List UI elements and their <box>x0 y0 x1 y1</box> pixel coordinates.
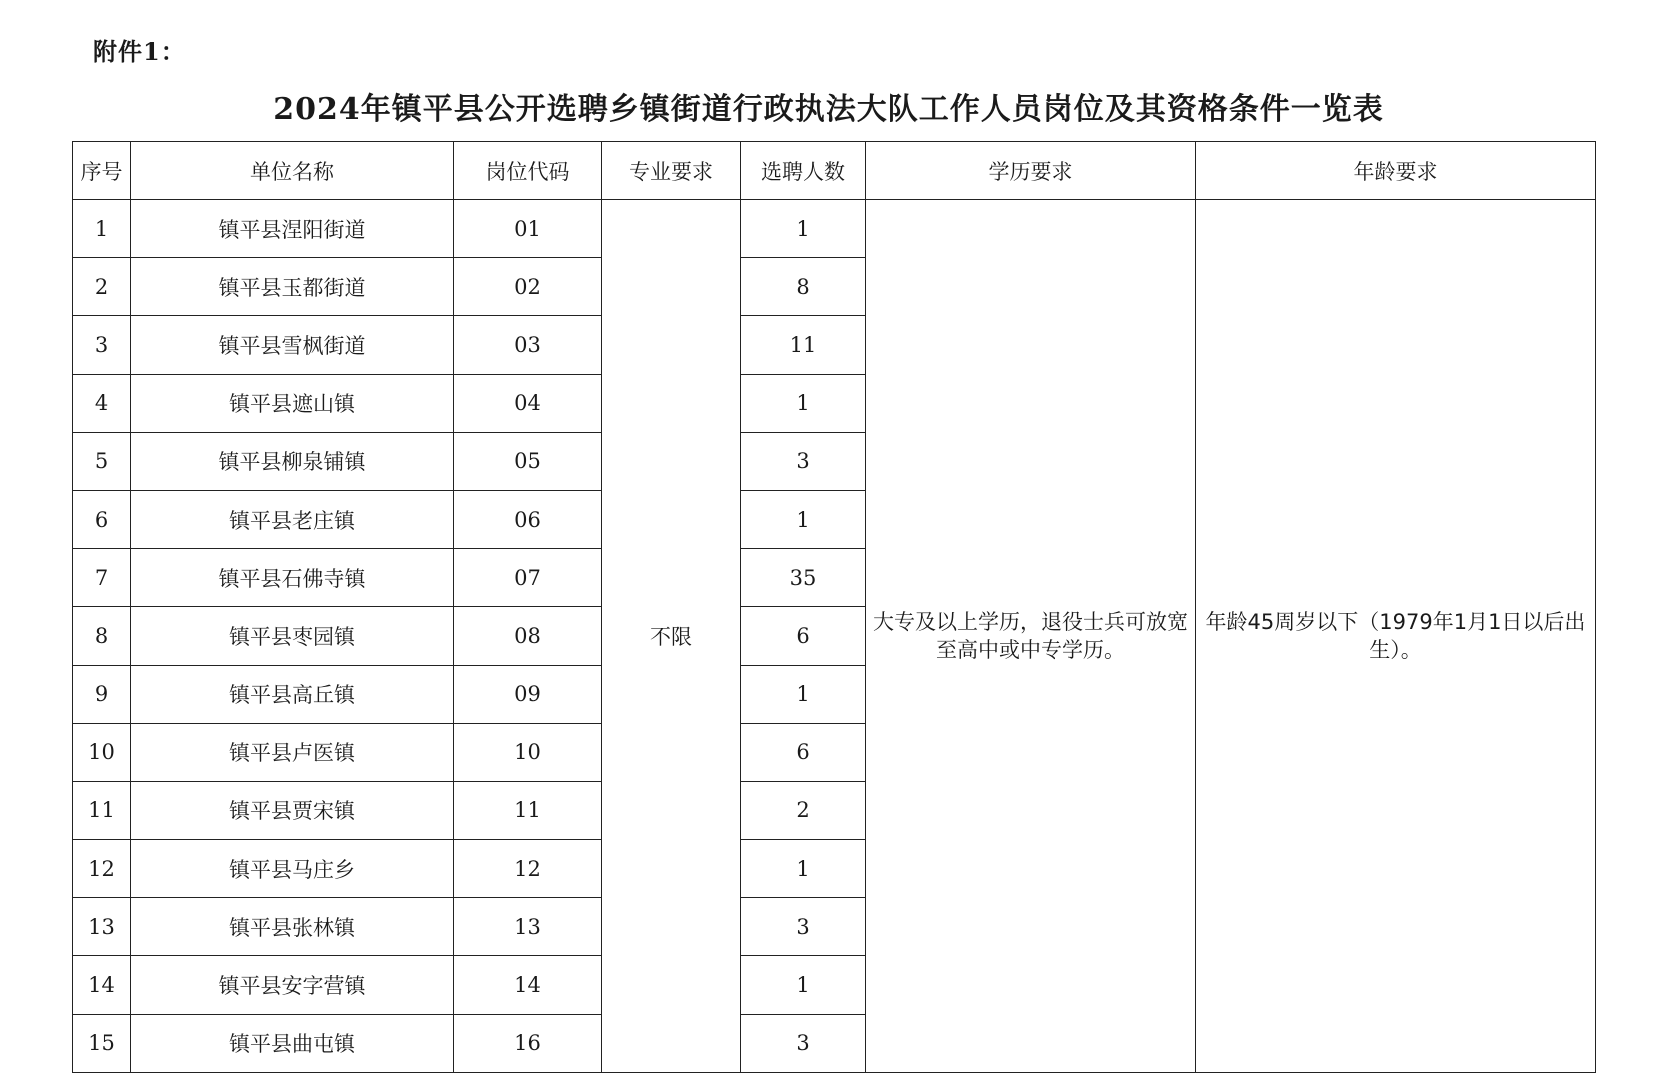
unit-name-cell: 镇平县涅阳街道 <box>131 200 454 258</box>
position-code-cell: 13 <box>454 898 602 956</box>
unit-name-cell: 镇平县雪枫街道 <box>131 316 454 374</box>
unit-name-cell: 镇平县枣园镇 <box>131 607 454 665</box>
unit-name-cell: 镇平县卢医镇 <box>131 723 454 781</box>
table-row <box>73 200 1596 258</box>
seq-cell: 7 <box>73 549 131 607</box>
position-code-cell: 04 <box>454 374 602 432</box>
unit-name-cell: 镇平县安字营镇 <box>131 956 454 1014</box>
age-requirement-cell: 年龄45周岁以下（1979年1月1日以后出生）。 <box>1196 200 1596 1073</box>
unit-name-cell: 镇平县遮山镇 <box>131 374 454 432</box>
position-code-cell: 02 <box>454 258 602 316</box>
position-code-cell: 09 <box>454 665 602 723</box>
position-code-cell: 14 <box>454 956 602 1014</box>
hire-count-cell: 1 <box>741 490 866 548</box>
seq-cell: 4 <box>73 374 131 432</box>
seq-cell: 2 <box>73 258 131 316</box>
seq-cell: 15 <box>73 1014 131 1072</box>
header-position-code: 岗位代码 <box>454 142 602 200</box>
hire-count-cell: 1 <box>741 665 866 723</box>
unit-name-cell: 镇平县贾宋镇 <box>131 781 454 839</box>
header-education-requirement: 学历要求 <box>866 142 1196 200</box>
hire-count-cell: 1 <box>741 956 866 1014</box>
unit-name-cell: 镇平县玉都街道 <box>131 258 454 316</box>
header-row <box>73 142 1596 200</box>
seq-cell: 10 <box>73 723 131 781</box>
seq-cell: 1 <box>73 200 131 258</box>
hire-count-cell: 6 <box>741 723 866 781</box>
seq-cell: 13 <box>73 898 131 956</box>
header-unit-name: 单位名称 <box>131 142 454 200</box>
unit-name-cell: 镇平县石佛寺镇 <box>131 549 454 607</box>
positions-table <box>72 141 1596 1073</box>
unit-name-cell: 镇平县高丘镇 <box>131 665 454 723</box>
header-seq: 序号 <box>73 142 131 200</box>
unit-name-cell: 镇平县曲屯镇 <box>131 1014 454 1072</box>
hire-count-cell: 1 <box>741 840 866 898</box>
position-code-cell: 12 <box>454 840 602 898</box>
position-code-cell: 08 <box>454 607 602 665</box>
unit-name-cell: 镇平县张林镇 <box>131 898 454 956</box>
seq-cell: 8 <box>73 607 131 665</box>
seq-cell: 5 <box>73 432 131 490</box>
seq-cell: 11 <box>73 781 131 839</box>
header-hire-count: 选聘人数 <box>741 142 866 200</box>
hire-count-cell: 11 <box>741 316 866 374</box>
hire-count-cell: 1 <box>741 374 866 432</box>
position-code-cell: 05 <box>454 432 602 490</box>
seq-cell: 14 <box>73 956 131 1014</box>
unit-name-cell: 镇平县老庄镇 <box>131 490 454 548</box>
position-code-cell: 11 <box>454 781 602 839</box>
hire-count-cell: 3 <box>741 898 866 956</box>
hire-count-cell: 3 <box>741 432 866 490</box>
hire-count-cell: 6 <box>741 607 866 665</box>
document-title: 2024年镇平县公开选聘乡镇街道行政执法大队工作人员岗位及其资格条件一览表 <box>273 92 1384 127</box>
major-requirement-cell: 不限 <box>602 200 741 1073</box>
seq-cell: 6 <box>73 490 131 548</box>
unit-name-cell: 镇平县柳泉铺镇 <box>131 432 454 490</box>
header-age-requirement: 年龄要求 <box>1196 142 1596 200</box>
seq-cell: 3 <box>73 316 131 374</box>
seq-cell: 12 <box>73 840 131 898</box>
hire-count-cell: 1 <box>741 200 866 258</box>
hire-count-cell: 3 <box>741 1014 866 1072</box>
unit-name-cell: 镇平县马庄乡 <box>131 840 454 898</box>
position-code-cell: 10 <box>454 723 602 781</box>
hire-count-cell: 8 <box>741 258 866 316</box>
position-code-cell: 01 <box>454 200 602 258</box>
education-requirement-cell: 大专及以上学历，退役士兵可放宽至高中或中专学历。 <box>866 200 1196 1073</box>
hire-count-cell: 35 <box>741 549 866 607</box>
seq-cell: 9 <box>73 665 131 723</box>
position-code-cell: 03 <box>454 316 602 374</box>
attachment-label: 附件1： <box>93 37 186 66</box>
header-major-requirement: 专业要求 <box>602 142 741 200</box>
position-code-cell: 06 <box>454 490 602 548</box>
position-code-cell: 07 <box>454 549 602 607</box>
position-code-cell: 16 <box>454 1014 602 1072</box>
hire-count-cell: 2 <box>741 781 866 839</box>
